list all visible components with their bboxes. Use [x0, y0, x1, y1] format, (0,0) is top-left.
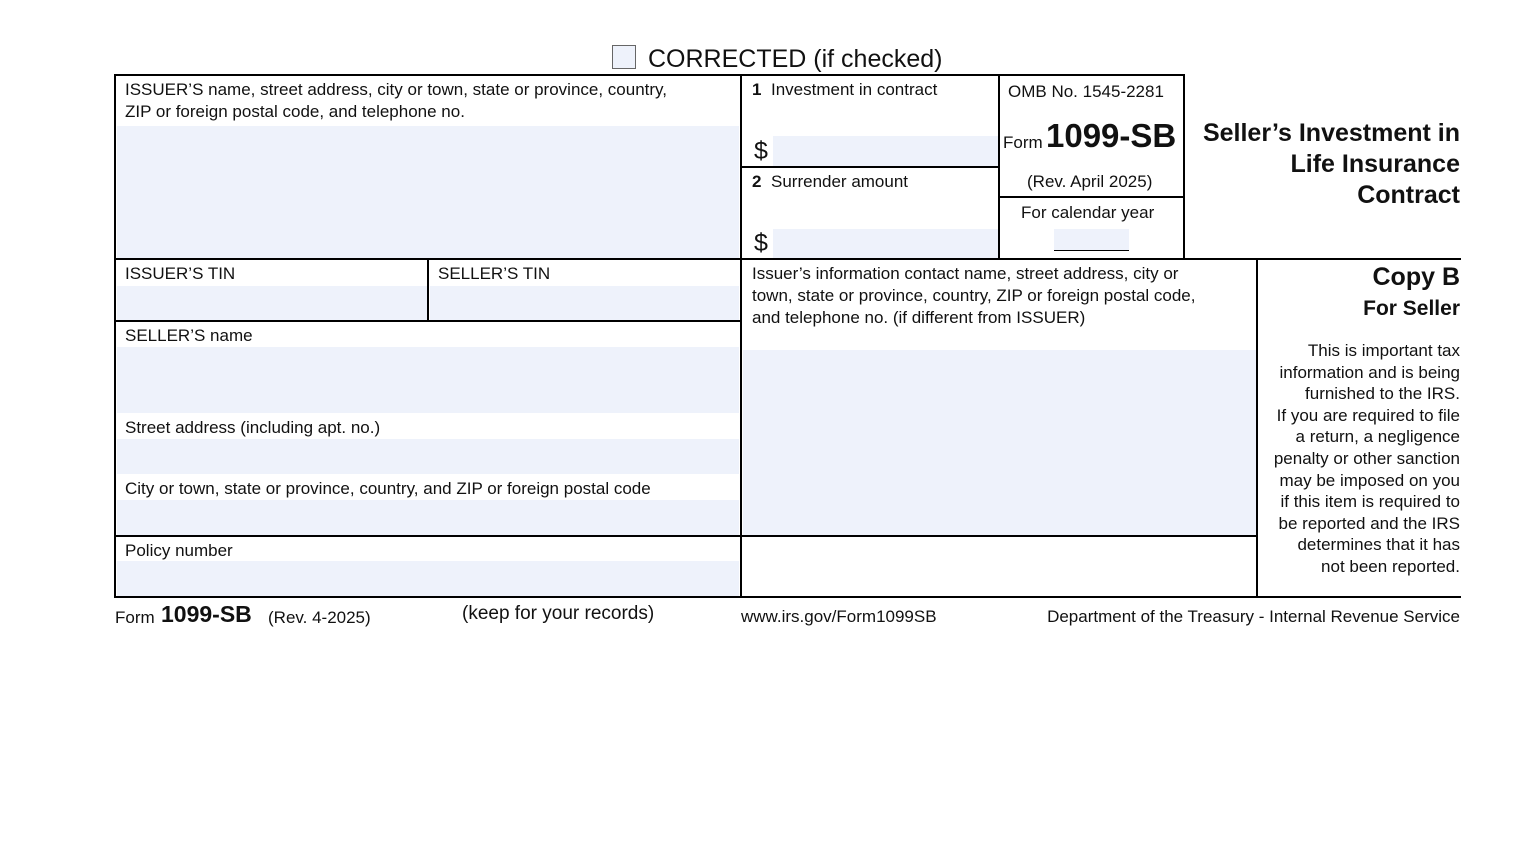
corrected-label: CORRECTED (if checked)	[648, 45, 943, 73]
issuer-contact-label-line2: town, state or province, country, ZIP or foreign postal code,	[752, 286, 1196, 305]
notice-line: furnished to the IRS.	[1305, 384, 1460, 404]
footer-url[interactable]: www.irs.gov/Form1099SB	[741, 607, 937, 626]
footer-department: Department of the Treasury - Internal Revenue Service	[1047, 607, 1460, 626]
box2-label: Surrender amount	[771, 172, 909, 191]
footer-keep-records: (keep for your records)	[462, 603, 655, 624]
box2-amount-field[interactable]	[773, 229, 998, 258]
footer-form-word: Form	[115, 608, 155, 627]
issuer-contact-label-line1: Issuer’s information contact name, street address, city or	[752, 264, 1179, 283]
seller-tin-label: SELLER’S TIN	[438, 264, 551, 283]
notice-line: penalty or other sanction	[1273, 449, 1460, 468]
form-title-line3: Contract	[1357, 181, 1460, 209]
footer-form-number: 1099-SB	[161, 601, 252, 627]
notice-line: If you are required to file	[1276, 405, 1460, 425]
box1-amount-field[interactable]	[773, 136, 998, 166]
seller-name-label: SELLER’S name	[125, 326, 253, 345]
footer-revision: (Rev. 4-2025)	[268, 608, 371, 627]
calendar-year-underline	[1054, 250, 1129, 251]
issuer-tin-label: ISSUER’S TIN	[125, 264, 236, 283]
form-title-line1: Seller’s Investment in	[1202, 119, 1460, 147]
box1-currency: $	[754, 137, 768, 165]
copy-title: Copy B	[1372, 263, 1460, 291]
omb-form-number: 1099-SB	[1046, 117, 1177, 154]
policy-number-label: Policy number	[125, 541, 233, 560]
box1-number: 1	[752, 80, 762, 99]
seller-tin-field[interactable]	[430, 286, 739, 320]
notice-line: be reported and the IRS	[1278, 513, 1460, 533]
issuer-contact-label-line3: and telephone no. (if different from ISSUER)	[752, 308, 1086, 327]
issuer-name-field[interactable]	[117, 126, 739, 258]
issuer-contact-field[interactable]	[743, 350, 1256, 535]
notice-line: a return, a negligence	[1295, 427, 1460, 447]
notice-line: information and is being	[1279, 362, 1460, 382]
box1-label: Investment in contract	[771, 80, 938, 99]
notice-line: This is important tax	[1307, 341, 1460, 360]
calendar-year-field[interactable]	[1054, 229, 1129, 250]
box2-currency: $	[754, 229, 768, 257]
form-title-line2: Life Insurance	[1290, 150, 1460, 178]
notice-line: if this item is required to	[1280, 492, 1460, 512]
city-label: City or town, state or province, country, and ZIP or foreign postal code	[125, 479, 651, 498]
seller-name-field[interactable]	[117, 347, 739, 413]
omb-form-word: Form	[1003, 133, 1043, 152]
city-field[interactable]	[117, 500, 739, 535]
street-address-label: Street address (including apt. no.)	[125, 418, 381, 437]
notice-line: may be imposed on you	[1279, 470, 1460, 490]
street-address-field[interactable]	[117, 439, 739, 474]
issuer-tin-field[interactable]	[117, 286, 427, 320]
box2-number: 2	[752, 172, 762, 191]
issuer-label-line2: ZIP or foreign postal code, and telephone no.	[125, 102, 465, 121]
policy-number-field[interactable]	[117, 561, 739, 596]
omb-number: OMB No. 1545-2281	[1008, 82, 1164, 101]
corrected-checkbox[interactable]	[612, 45, 636, 69]
copy-subtitle: For Seller	[1363, 297, 1460, 320]
issuer-label-line1: ISSUER’S name, street address, city or town, state or province, country,	[125, 80, 668, 99]
omb-revision: (Rev. April 2025)	[1027, 172, 1153, 191]
calendar-year-label: For calendar year	[1021, 203, 1155, 222]
notice-line: determines that it has	[1297, 535, 1460, 555]
notice-line: not been reported.	[1321, 557, 1460, 576]
